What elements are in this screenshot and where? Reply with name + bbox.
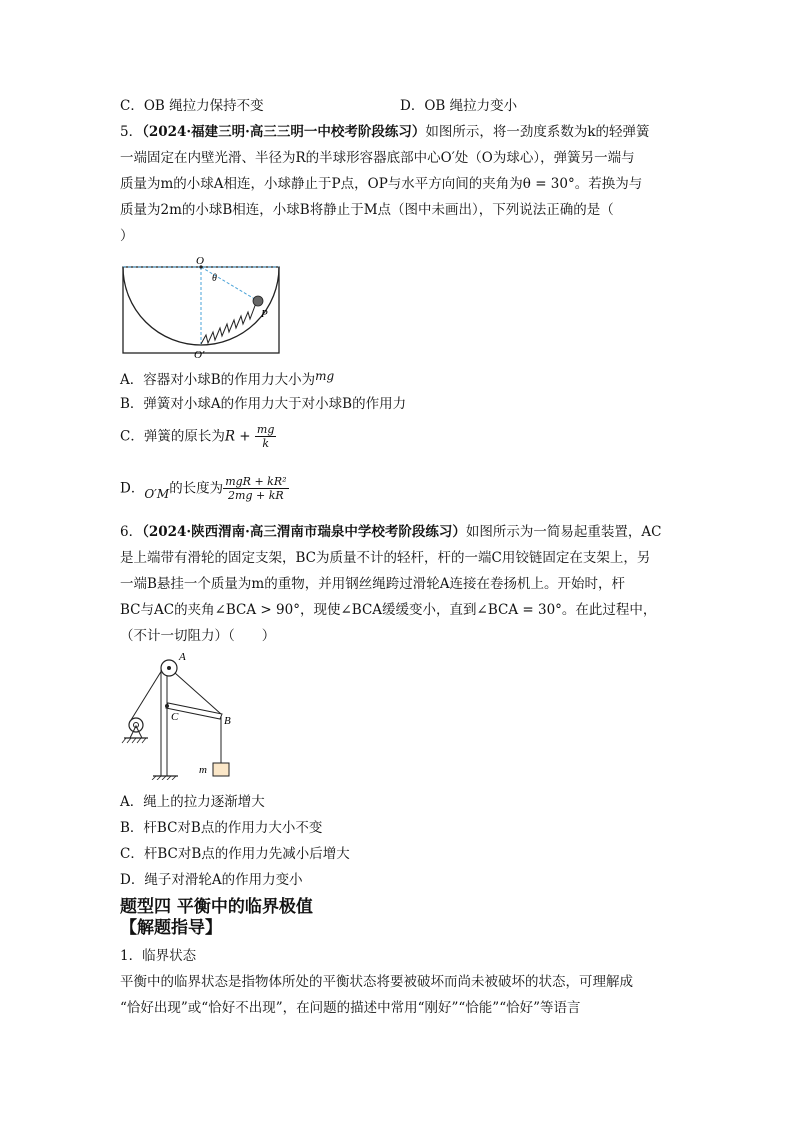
pulley-axle (167, 666, 171, 670)
q5-line-5: ） (120, 228, 134, 244)
rope-winch-to-pulley (131, 670, 162, 720)
q6-text-1: 如图所示为一简易起重装置，AC (465, 524, 662, 540)
q5-option-a-text: A．容器对小球B的作用力大小为 (120, 372, 316, 388)
q5-option-c-prefix: R + (224, 428, 255, 445)
q5-option-d-text: 的长度为 (169, 480, 224, 497)
q5-option-c-numerator: mg (256, 423, 275, 436)
label-c: C (171, 711, 179, 723)
section-paragraph-2: “恰好出现”或“恰好不出现”，在问题的描述中常用“刚好”“恰能”“恰好”等语言 (120, 1000, 581, 1016)
q6-option-a: A．绳上的拉力逐渐增大 (120, 794, 265, 810)
q5-option-c-text: C．弹簧的原长为 (120, 428, 225, 445)
q5-line-4: 质量为2m的小球B相连，小球B将静止于M点（图中未画出），下列说法正确的是（ (120, 202, 614, 218)
q6-option-c: C．杆BC对B点的作用力先减小后增大 (120, 846, 350, 862)
q5-figure-bowl (120, 255, 285, 360)
winch-hatching (122, 738, 146, 743)
q5-option-d-segment: O′M (144, 487, 170, 501)
q5-line-2: 一端固定在内壁光滑、半径为R的半球形容器底部中心O′处（O为球心），弹簧另一端与 (120, 150, 635, 166)
spring (201, 303, 256, 344)
label-o: O (196, 255, 204, 267)
q5-option-a (120, 366, 334, 390)
q6-source: （2024·陕西渭南·高三渭南市瑞泉中学校考阶段练习） (142, 524, 466, 540)
label-p: P (261, 308, 268, 320)
section-paragraph-1: 平衡中的临界状态是指物体所处的平衡状态将要被破坏而尚未被破坏的状态，可理解成 (120, 974, 633, 990)
option-c-prev: C．OB 绳拉力保持不变 (120, 98, 264, 114)
q5-option-b: B．弹簧对小球A的作用力大于对小球B的作用力 (120, 396, 407, 412)
support-ac (161, 670, 167, 776)
section-item-1: 1．临界状态 (120, 948, 197, 964)
label-theta: θ (212, 273, 217, 284)
q5-source: （2024·福建三明·高三三明一中校考阶段练习） (142, 124, 426, 140)
q6-number: 6． (120, 524, 143, 540)
option-d-prev: D．OB 绳拉力变小 (400, 98, 518, 114)
hinge-c (165, 704, 169, 708)
q5-option-a-value: mg (315, 369, 335, 383)
label-m: m (199, 764, 207, 776)
label-o-prime: O′ (194, 349, 205, 360)
op-dashed-line (201, 267, 258, 301)
q5-option-c-denominator: k (262, 437, 269, 450)
q5-line-3: 质量为m的小球A相连，小球静止于P点，OP与水平方向间的夹角为θ = 30°。若换为与 (120, 176, 643, 192)
q6-option-b: B．杆BC对B点的作用力大小不变 (120, 820, 323, 836)
q5-option-d (120, 475, 289, 504)
q6-line-2: 是上端带有滑轮的固定支架，BC为质量不计的轻杆，杆的一端C用铰链固定在支架上，另 (120, 550, 651, 566)
q5-option-d-fraction (223, 475, 288, 502)
q5-option-c-fraction (255, 423, 276, 450)
ball-p (253, 296, 263, 306)
q5-text-1: 如图所示，将一劲度系数为k的轻弹簧 (425, 124, 650, 140)
q6-line-1 (120, 522, 661, 542)
section-subtitle: 【解题指导】 (120, 918, 222, 938)
q5-option-d-denominator: 2mg + kR (228, 489, 284, 502)
label-b: B (224, 715, 231, 727)
q6-option-d: D．绳子对滑轮A的作用力变小 (120, 872, 303, 888)
q6-line-4: BC与AC的夹角∠BCA > 90°，现使∠BCA缓缓变小，直到∠BCA = 30°。在此过程中， (120, 602, 657, 618)
q5-option-d-label: D． (120, 480, 145, 497)
section-title: 题型四 平衡中的临界极值 (120, 897, 313, 917)
q6-line-5: （不计一切阻力）（ ） (120, 628, 276, 644)
q5-option-c (120, 423, 276, 450)
q5-option-d-numerator: mgR + kR² (225, 475, 287, 488)
q6-figure-crane (120, 650, 245, 780)
q5-line-1 (120, 122, 650, 142)
q5-number: 5． (120, 124, 143, 140)
q6-line-3: 一端B悬挂一个质量为m的重物，并用钢丝绳跨过滑轮A连接在卷扬机上。开始时，杆 (120, 576, 625, 592)
mass-block (213, 763, 229, 776)
label-a: A (179, 651, 186, 663)
